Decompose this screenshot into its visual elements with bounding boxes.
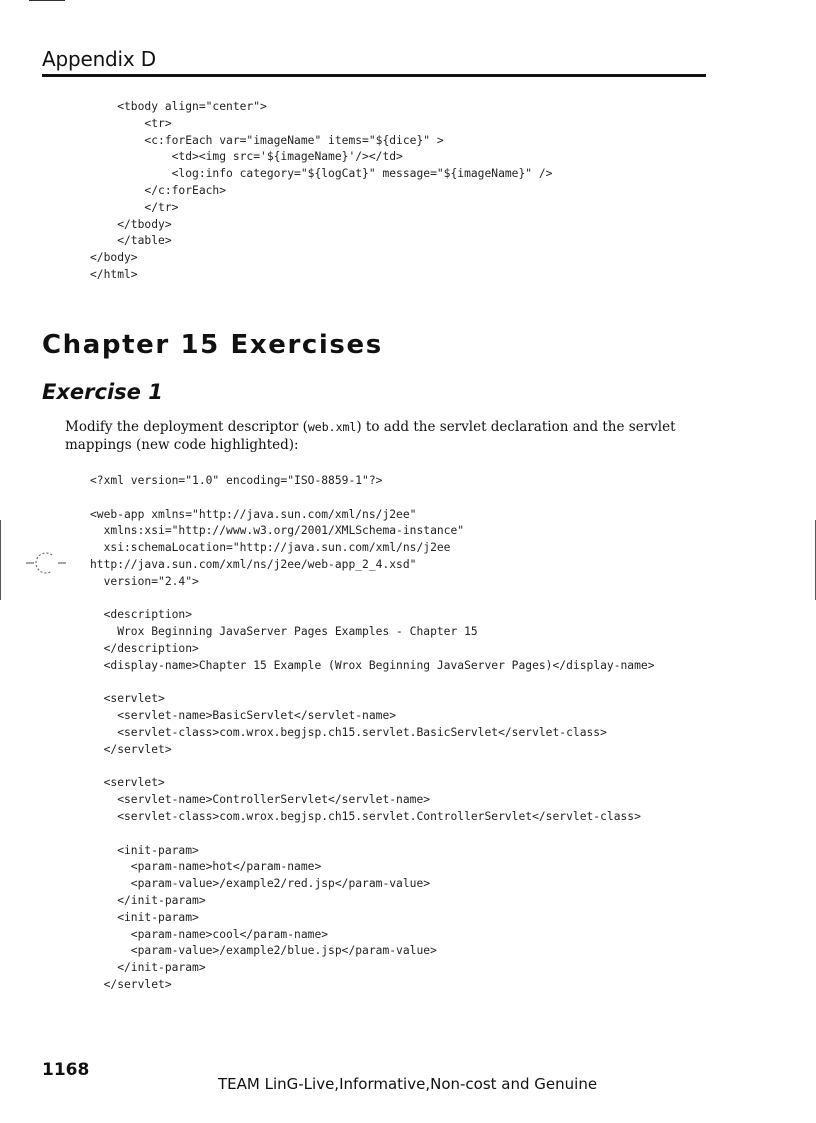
code-line: Wrox Beginning JavaServer Pages Examples - Chapter 15 (90, 625, 478, 639)
instruction-text-end: ) to add the servlet declaration and the servlet mappings (new code highlighted): (65, 419, 676, 453)
code-line: <servlet-name>ControllerServlet</servlet-name> (90, 793, 431, 807)
code-line: </init-param> (90, 961, 206, 975)
left-edge-mark (0, 520, 1, 600)
code-line: <init-param> (90, 910, 199, 924)
chapter-title: Chapter 15 Exercises (42, 330, 383, 360)
code-line: </tbody> (90, 217, 172, 231)
code-line: <servlet-class>com.wrox.begjsp.ch15.servlet.ControllerServlet</servlet-class> (90, 809, 641, 823)
exercise-instruction (65, 418, 715, 454)
inline-code-term: web.xml (307, 420, 357, 434)
code-line: <param-value>/example2/blue.jsp</param-value> (90, 944, 437, 958)
code-line: <tr> (90, 116, 172, 130)
code-line: <param-value>/example2/red.jsp</param-value> (90, 877, 431, 891)
code-listing-web-xml (90, 473, 655, 994)
code-line: </table> (90, 234, 172, 248)
code-line: </description> (90, 641, 199, 655)
code-line: <param-name>cool</param-name> (90, 927, 329, 941)
code-line: <display-name>Chapter 15 Example (Wrox Beginning JavaServer Pages)</display-name> (90, 658, 655, 672)
code-line: version="2.4"> (90, 574, 199, 588)
code-line: <servlet-name>BasicServlet</servlet-name> (90, 709, 397, 723)
code-line: </c:forEach> (90, 183, 227, 197)
code-line: <web-app xmlns="http://java.sun.com/xml/ns/j2ee" (90, 507, 417, 521)
code-line: <?xml version="1.0" encoding="ISO-8859-1"?> (90, 474, 383, 487)
code-line: </html> (90, 267, 138, 281)
code-line: <td><img src='${imageName}'/></td> (90, 150, 403, 164)
page-number: 1168 (42, 1060, 90, 1080)
code-line: </servlet> (90, 742, 172, 756)
code-line: </init-param> (90, 893, 206, 907)
code-line: <servlet> (90, 776, 165, 790)
code-line: </servlet> (90, 977, 172, 991)
code-line: <tbody align="center"> (90, 100, 267, 113)
code-line: xsi:schemaLocation="http://java.sun.com/xml/ns/j2ee (90, 541, 451, 555)
code-line: </body> (90, 251, 138, 265)
code-line: <log:info category="${logCat}" message="${imageName}" /> (90, 167, 553, 181)
code-line: xmlns:xsi="http://www.w3.org/2001/XMLSchema-instance" (90, 524, 465, 538)
code-line: <servlet-class>com.wrox.begjsp.ch15.servlet.BasicServlet</servlet-class> (90, 725, 607, 739)
code-line: <description> (90, 608, 193, 622)
code-line: <c:forEach var="imageName" items="${dice}" > (90, 133, 444, 147)
code-line: <init-param> (90, 843, 199, 857)
top-rule (29, 0, 65, 1)
code-line: <servlet> (90, 692, 165, 706)
code-line: http://java.sun.com/xml/ns/j2ee/web-app_2_4.xsd" (90, 557, 417, 571)
footer-text: TEAM LinG-Live,Informative,Non-cost and Genuine (218, 1075, 598, 1093)
header-rule (42, 74, 706, 77)
exercise-title: Exercise 1 (42, 380, 163, 404)
code-line: <param-name>hot</param-name> (90, 860, 322, 874)
code-listing-top (90, 99, 553, 284)
instruction-text-start: Modify the deployment descriptor ( (65, 419, 308, 435)
code-line: </tr> (90, 200, 179, 214)
running-header: Appendix D (42, 47, 156, 71)
crop-mark-icon (24, 551, 68, 575)
